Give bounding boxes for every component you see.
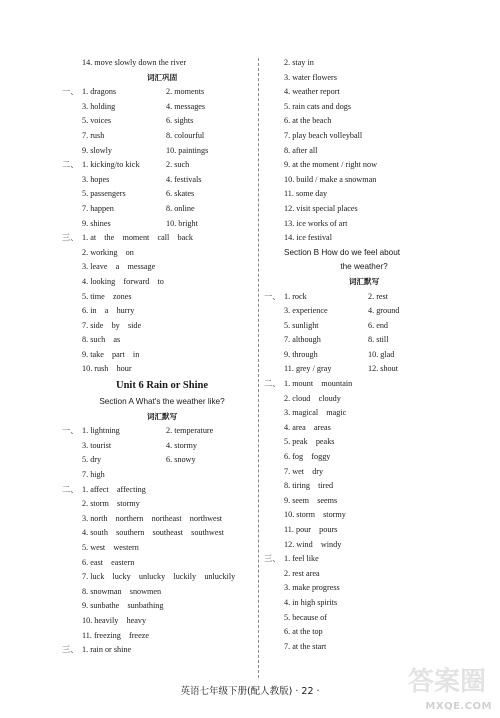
- answer-text: 2. stay in: [284, 58, 314, 67]
- answer-text: 6. at the top: [284, 627, 323, 637]
- answer-text: 5. passengers: [82, 189, 126, 199]
- answer-row: [264, 158, 464, 173]
- answer-row: [264, 450, 464, 465]
- answer-row: [62, 348, 262, 363]
- answer-text: 7. wet dry: [284, 466, 324, 476]
- answer-text: 1. at the moment call back: [82, 233, 193, 243]
- answer-row: [62, 158, 262, 173]
- answer-row: [62, 453, 262, 468]
- answer-row: [264, 552, 464, 567]
- answer-text: 10. glad: [368, 349, 395, 359]
- answer-text: 2. storm stormy: [82, 499, 140, 509]
- answer-row: [62, 246, 262, 261]
- answer-row: [264, 71, 464, 86]
- answer-row: [62, 599, 262, 614]
- answer-row: [264, 538, 464, 553]
- answer-row: [62, 260, 262, 275]
- answer-row: [62, 468, 262, 483]
- answer-row: [264, 421, 464, 436]
- answer-row: [264, 596, 464, 611]
- answer-row: [264, 85, 464, 100]
- exercise-number: 一、: [264, 291, 281, 301]
- answer-row: [62, 304, 262, 319]
- answer-text: 5. peak peaks: [284, 437, 335, 447]
- answer-text: 6. at the beach: [284, 116, 332, 126]
- left-column: [62, 56, 262, 658]
- answer-text: 9. at the moment / right now: [284, 160, 378, 170]
- answer-text: 14. move slowly down the river: [82, 58, 187, 67]
- answer-row: [264, 362, 464, 377]
- answer-text: 6. fog foggy: [284, 452, 331, 462]
- answer-row: [264, 494, 464, 509]
- answer-row: [62, 526, 262, 541]
- answer-text: 3. leave a message: [82, 262, 156, 272]
- exercise-number: 一、: [62, 426, 79, 436]
- answer-row: [62, 56, 262, 71]
- answer-text: 10. storm stormy: [284, 510, 346, 520]
- answer-text: 8. online: [166, 203, 195, 213]
- answer-row: [62, 85, 262, 100]
- answer-row: [264, 202, 464, 217]
- watermark-logo: 答案圈: [407, 667, 486, 697]
- answer-text: 1. feel like: [284, 554, 319, 564]
- answer-row: [264, 319, 464, 334]
- answer-text: 3. hopes: [82, 174, 110, 184]
- answer-text: 7. at the start: [284, 641, 327, 651]
- exercise-number: 三、: [264, 554, 281, 564]
- answer-text: 8. such as: [82, 335, 121, 345]
- section-title: Section B How do we feel about: [284, 247, 401, 257]
- answer-row: [62, 129, 262, 144]
- section-title: Section A What's the weather like?: [99, 397, 225, 407]
- answer-text: 9. seem seems: [284, 495, 338, 505]
- answer-row: [62, 217, 262, 232]
- answer-text: 2. rest area: [284, 568, 320, 578]
- answer-row: [264, 231, 464, 246]
- answer-text: 4. weather report: [284, 87, 340, 97]
- unit-title: Unit 6 Rain or Shine: [116, 380, 208, 392]
- answer-row: [62, 614, 262, 629]
- answer-text: 1. mount mountain: [284, 379, 353, 389]
- answer-text: 4. south southern southeast southwest: [82, 528, 224, 538]
- answer-text: 11. pour pours: [284, 525, 338, 534]
- answer-text: 6. end: [368, 320, 389, 330]
- answer-text: 3. water flowers: [284, 72, 337, 82]
- answer-text: 11. some day: [284, 189, 328, 199]
- section-heading: 词汇默写: [348, 276, 380, 286]
- answer-text: 14. ice festival: [284, 233, 332, 243]
- answer-text: 11. freezing freeze: [82, 630, 149, 640]
- answer-text: 2. moments: [166, 87, 205, 97]
- answer-row: [264, 333, 464, 348]
- answer-text: 3. magical magic: [284, 408, 347, 418]
- answer-text: 4. stormy: [166, 440, 197, 450]
- answer-text: 12. visit special places: [284, 203, 358, 213]
- answer-text: 7. happen: [82, 203, 114, 213]
- answer-row: [62, 497, 262, 512]
- answer-row: [264, 508, 464, 523]
- exercise-number: 三、: [62, 645, 79, 655]
- answer-text: 2. cloud cloudy: [284, 393, 341, 403]
- answer-text: 9. slowly: [82, 145, 113, 155]
- answer-row: [62, 362, 262, 377]
- answer-text: 8. tiring tired: [284, 481, 334, 491]
- answer-text: 5. sunlight: [284, 320, 319, 330]
- answer-text: 10. rush hour: [82, 364, 132, 374]
- answer-row: [62, 556, 262, 571]
- answer-row: [264, 100, 464, 115]
- answer-text: 1. affect affecting: [82, 484, 146, 494]
- answer-text: 12. wind windy: [284, 539, 342, 549]
- answer-row: [62, 512, 262, 527]
- answer-text: 7. luck lucky unlucky luckily unluckily: [82, 572, 236, 582]
- answer-row: [264, 435, 464, 450]
- answer-text: 6. east eastern: [82, 557, 135, 567]
- answer-text: 4. festivals: [166, 174, 202, 184]
- answer-text: 1. lightning: [82, 426, 120, 436]
- answer-row: [264, 144, 464, 159]
- answer-row: [264, 129, 464, 144]
- answer-text: 6. sights: [166, 116, 194, 126]
- answer-row: [62, 114, 262, 129]
- answer-text: 2. temperature: [166, 426, 214, 436]
- answer-row: [62, 100, 262, 115]
- answer-row: [264, 581, 464, 596]
- answer-text: 4. ground: [368, 306, 400, 316]
- answer-row: [62, 290, 262, 305]
- answer-row: [62, 541, 262, 556]
- answer-row: [62, 333, 262, 348]
- answer-text: 3. make progress: [284, 583, 340, 593]
- answer-row: [62, 144, 262, 159]
- answer-row: [264, 640, 464, 655]
- answer-text: 1. rain or shine: [82, 645, 132, 655]
- answer-text: 7. although: [284, 335, 321, 345]
- answer-text: 12. shout: [368, 364, 399, 374]
- section-heading: 词汇巩固: [146, 72, 178, 82]
- answer-text: 3. tourist: [82, 440, 112, 450]
- section-title: the weather?: [340, 262, 388, 272]
- answer-row: [264, 625, 464, 640]
- answer-text: 3. experience: [284, 306, 328, 316]
- answer-text: 10. paintings: [166, 145, 209, 155]
- answer-text: 5. dry: [82, 455, 102, 465]
- answer-text: 1. dragons: [82, 87, 117, 97]
- answer-text: 2. working on: [82, 247, 134, 257]
- answer-row: [264, 406, 464, 421]
- answer-text: 3. holding: [82, 101, 116, 111]
- answer-row: [264, 479, 464, 494]
- column-divider: [258, 58, 259, 678]
- answer-row: [264, 187, 464, 202]
- answer-text: 5. time zones: [82, 291, 132, 301]
- answer-text: 6. snowy: [166, 455, 196, 465]
- answer-row: [62, 424, 262, 439]
- answer-text: 4. messages: [166, 101, 206, 111]
- watermark-text: MXQE.COM: [425, 701, 492, 712]
- answer-row: [62, 643, 262, 658]
- answer-text: 9. through: [284, 349, 318, 359]
- answer-row: [264, 173, 464, 188]
- answer-row: [264, 377, 464, 392]
- answer-text: 4. area areas: [284, 422, 331, 432]
- answer-text: 9. take part in: [82, 349, 140, 359]
- answer-row: [62, 570, 262, 585]
- answer-text: 6. in a hurry: [82, 306, 135, 316]
- answer-row: [62, 202, 262, 217]
- answer-text: 11. grey / gray: [284, 364, 332, 374]
- answer-row: [62, 483, 262, 498]
- answer-text: 7. side by side: [82, 320, 142, 330]
- answer-text: 4. in high spirits: [284, 597, 338, 607]
- answer-text: 9. sunbathe sunbathing: [82, 601, 164, 611]
- answer-row: [264, 304, 464, 319]
- answer-row: [264, 56, 464, 71]
- answer-row: [62, 187, 262, 202]
- answer-row: [264, 348, 464, 363]
- answer-row: [264, 523, 464, 538]
- answer-row: [264, 392, 464, 407]
- exercise-number: 二、: [264, 379, 281, 389]
- answer-text: 1. kicking/to kick: [82, 160, 140, 170]
- answer-text: 2. such: [166, 160, 190, 170]
- section-heading: 词汇默写: [146, 411, 178, 421]
- answer-text: 5. west western: [82, 543, 139, 552]
- answer-row: [264, 567, 464, 582]
- answer-row: [62, 231, 262, 246]
- page-footer: 英语七年级下册(配人教版) · 22 ·: [180, 686, 320, 697]
- answer-text: 7. rush: [82, 130, 105, 140]
- answer-text: 5. voices: [82, 116, 112, 126]
- answer-row: [62, 439, 262, 454]
- answer-row: [62, 275, 262, 290]
- answer-text: 8. colourful: [166, 130, 205, 140]
- answer-text: 7. play beach volleyball: [284, 130, 363, 140]
- answer-row: [264, 611, 464, 626]
- answer-text: 10. heavily heavy: [82, 615, 147, 625]
- answer-row: [264, 114, 464, 129]
- answer-text: 4. looking forward to: [82, 276, 164, 286]
- answer-text: 1. rock: [284, 291, 307, 301]
- answer-text: 3. north northern northeast northwest: [82, 513, 223, 523]
- answer-row: [264, 290, 464, 305]
- answer-row: [62, 585, 262, 600]
- answer-text: 5. rain cats and dogs: [284, 101, 352, 111]
- answer-text: 8. still: [368, 335, 389, 345]
- exercise-number: 二、: [62, 484, 79, 494]
- exercise-number: 三、: [62, 233, 79, 243]
- answer-text: 7. high: [82, 470, 105, 480]
- exercise-number: 二、: [62, 160, 79, 170]
- right-column: [264, 56, 464, 654]
- answer-text: 8. snowman snowmen: [82, 586, 162, 596]
- answer-row: [62, 173, 262, 188]
- answer-text: 10. bright: [166, 218, 198, 228]
- answer-row: [264, 217, 464, 232]
- answer-text: 6. skates: [166, 189, 195, 199]
- answer-text: 9. shines: [82, 218, 111, 228]
- answer-row: [62, 629, 262, 644]
- answer-row: [62, 319, 262, 334]
- answer-text: 10. build / make a snowman: [284, 174, 377, 184]
- answer-text: 8. after all: [284, 145, 318, 155]
- exercise-number: 一、: [62, 87, 79, 97]
- answer-text: 2. rest: [368, 291, 389, 301]
- answer-text: 13. ice works of art: [284, 218, 348, 228]
- answer-row: [264, 465, 464, 480]
- answer-text: 5. because of: [284, 612, 327, 622]
